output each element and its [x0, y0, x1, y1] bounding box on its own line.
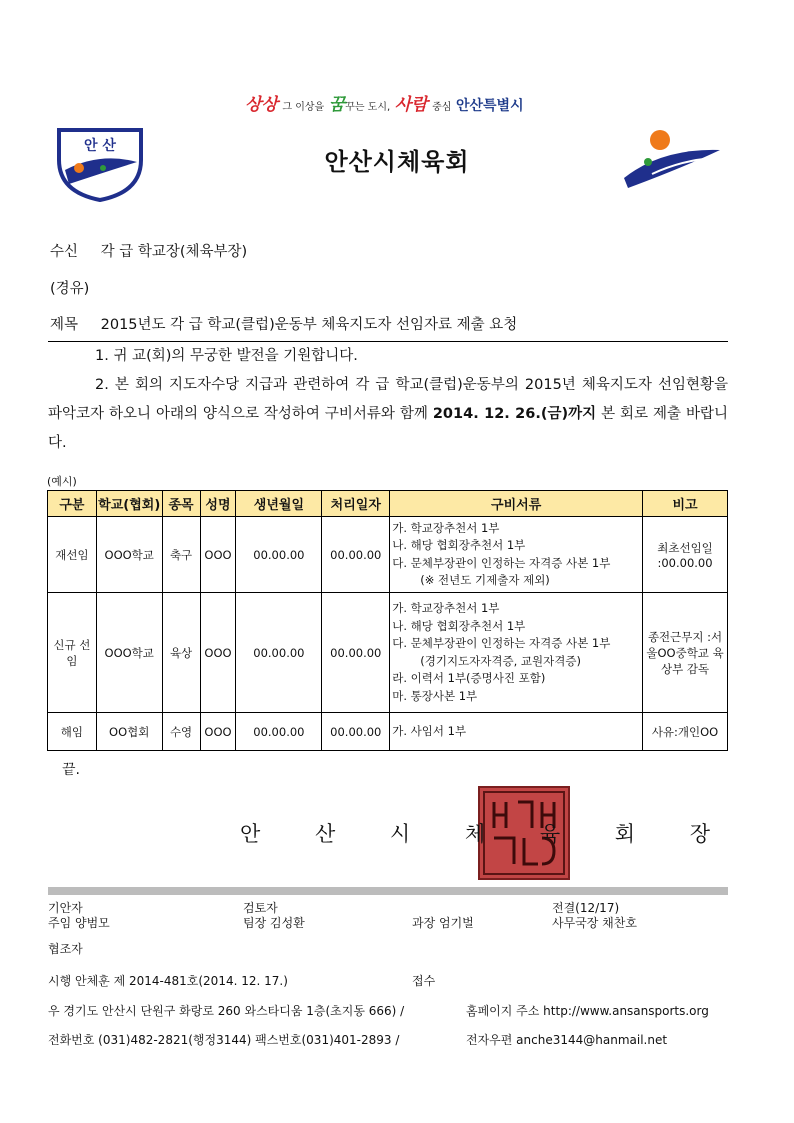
doc-item: 가. 학교장추천서 1부 [392, 520, 500, 535]
sender-name [240, 818, 735, 848]
city-slogan [245, 90, 524, 115]
drafter-label: 기안자 [48, 901, 83, 915]
cell-name: OOO [200, 593, 236, 713]
paragraph-2-tail: 본 회로 제출 바랍니다. [48, 406, 729, 451]
drafter-name: 주임 양범모 [48, 916, 110, 930]
table-row [48, 593, 728, 713]
cell-documents [390, 593, 643, 713]
appointment-table [47, 490, 728, 751]
paragraph-2 [48, 371, 728, 458]
cooperator-label: 협조자 [48, 942, 83, 956]
slogan-word-3: 사람 [394, 95, 428, 115]
cell-school: OOO학교 [96, 517, 162, 593]
slogan-text-1: 그 이상을 [282, 102, 325, 113]
slogan-word-2: 꿈 [328, 95, 346, 115]
slogan-text-2: 꾸는 도시, [345, 102, 391, 113]
approval-label: 전결(12/17) [552, 901, 620, 915]
cell-name: OOO [200, 713, 236, 751]
reviewer-label: 검토자 [243, 901, 278, 915]
phone-fax: 전화번호 (031)482-2821(행정3144) 팩스번호(031)401-2893 / [48, 1033, 400, 1047]
body-text [48, 342, 728, 458]
doc-item: 나. 해당 협회장추천서 1부 [392, 538, 526, 552]
cell-category: 해임 [48, 713, 97, 751]
doc-item: 가. 학교장추천서 1부 [392, 601, 500, 615]
reviewer-name: 팀장 김성환 [243, 916, 305, 930]
doc-item: 다. 문체부장관이 인정하는 자격증 사본 1부 [392, 555, 611, 570]
email-link[interactable]: 전자우편 anche3144@hanmail.net [466, 1033, 668, 1047]
header-school: 학교(협회) [96, 491, 162, 517]
header-process-date: 처리일자 [322, 491, 390, 517]
doc-item: (경기지도자자격증, 교원자격증) [420, 653, 581, 668]
cell-process-date: 00.00.00 [322, 713, 390, 751]
header-category: 구분 [48, 491, 97, 517]
footer-divider-bar [48, 887, 728, 895]
paragraph-2-text: 2. 본 회의 지도자수당 지급과 관련하여 각 급 학교(클럽)운동부의 2015년 체육지도자 선임현황을 파악코자 하오니 아래의 양식으로 작성하여 구비서류와 함께 [48, 377, 728, 422]
cell-process-date: 00.00.00 [322, 517, 390, 593]
sender-text: 안 산 시 체 육 회 장 [240, 822, 735, 846]
cell-birthdate: 00.00.00 [236, 713, 322, 751]
cell-process-date: 00.00.00 [322, 593, 390, 713]
recipient-line [50, 240, 247, 261]
cell-sport: 육상 [162, 593, 200, 713]
emblem-label: 안 산 [84, 138, 116, 154]
slogan-city-name: 안산특별시 [455, 98, 524, 114]
subject-value: 2015년도 각 급 학교(클럽)운동부 체육지도자 선임자료 제출 요청 [100, 317, 518, 333]
doc-item: 마. 통장사본 1부 [392, 688, 478, 703]
header-birthdate: 생년월일 [236, 491, 322, 517]
address: 우 경기도 안산시 단원구 화랑로 260 와스타디움 1층(초지동 666) / [48, 1004, 405, 1018]
enforcement-number: 시행 안체훈 제 2014-481호(2014. 12. 17.) [48, 974, 288, 988]
receipt-label: 접수 [412, 974, 436, 988]
subject-label: 제목 [50, 317, 79, 333]
cell-school: OO협회 [96, 713, 162, 751]
doc-item: 다. 문체부장관이 인정하는 자격증 사본 1부 [392, 636, 611, 650]
cell-sport: 축구 [162, 517, 200, 593]
deadline-date: 2014. 12. 26.(금)까지 [432, 406, 597, 422]
end-mark: 끝. [62, 762, 80, 778]
via-line: (경유) [50, 281, 90, 297]
table-row [48, 713, 728, 751]
cell-category: 재선임 [48, 517, 97, 593]
cell-note: 사유:개인OO [643, 713, 728, 751]
doc-item: 가. 사임서 1부 [392, 723, 467, 738]
header-sport: 종목 [162, 491, 200, 517]
table-caption: (예시) [47, 475, 77, 488]
recipient-label: 수신 [50, 244, 79, 260]
table-header-row [48, 491, 728, 517]
doc-item: 나. 해당 협회장추천서 1부 [392, 618, 526, 633]
cell-birthdate: 00.00.00 [236, 593, 322, 713]
cell-note: 최초선임일 :00.00.00 [643, 517, 728, 593]
table-row [48, 517, 728, 593]
cell-school: OOO학교 [96, 593, 162, 713]
header-note: 비고 [643, 491, 728, 517]
cell-category: 신규 선임 [48, 593, 97, 713]
document-title: 안산시체육회 [324, 148, 470, 176]
header-documents: 구비서류 [390, 491, 643, 517]
cell-birthdate: 00.00.00 [236, 517, 322, 593]
doc-item: (※ 전년도 기제출자 제외) [420, 573, 550, 587]
paragraph-1: 1. 귀 교(회)의 무궁한 발전을 기원합니다. [95, 348, 358, 364]
homepage-link[interactable]: 홈페이지 주소 http://www.ansansports.org [466, 1004, 709, 1018]
cell-documents [390, 713, 643, 751]
slogan-word-1: 상상 [245, 95, 278, 115]
director-name: 사무국장 채찬호 [552, 916, 637, 930]
cell-note: 종전근무지 :서울OO중학교 육상부 감독 [643, 593, 728, 713]
manager-name: 과장 엄기벌 [412, 916, 474, 930]
doc-item: 라. 이력서 1부(증명사진 포함) [392, 671, 546, 685]
slogan-text-3: 중심 [432, 102, 452, 113]
recipient-value: 각 급 학교장(체육부장) [100, 244, 248, 260]
cell-documents [390, 517, 643, 593]
cell-name: OOO [200, 517, 236, 593]
header-name: 성명 [200, 491, 236, 517]
subject-line [50, 313, 517, 334]
cell-sport: 수영 [162, 713, 200, 751]
